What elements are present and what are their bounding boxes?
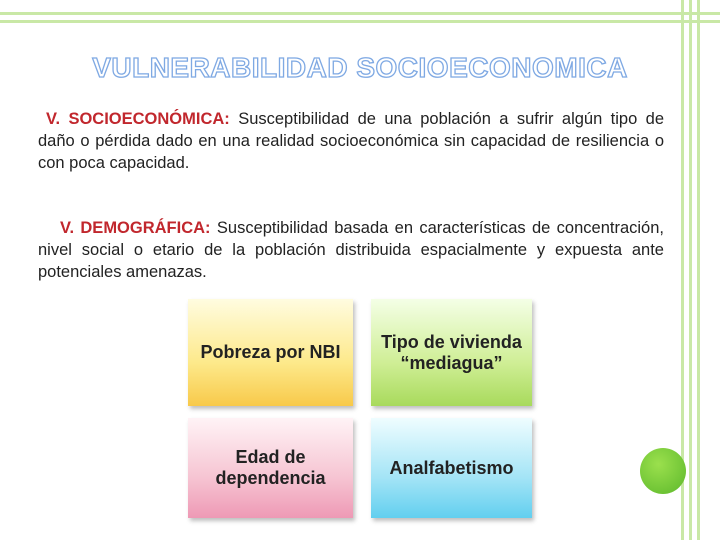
card-label: Tipo de vivienda “mediagua” (381, 331, 522, 373)
card-label: Analfabetismo (389, 457, 514, 478)
card-edad (188, 418, 353, 518)
term-label: V. DEMOGRÁFICA: (60, 219, 211, 237)
card-vivienda (371, 299, 532, 406)
frame-line (0, 12, 720, 15)
card-label: Edad de dependencia (215, 447, 326, 488)
card-analfabetismo (371, 418, 532, 518)
paragraph-text: Susceptibilidad de una población a sufrir algún tipo de daño o pérdida dado en una realidad socioeconómica sin capacidad de resiliencia o con poca capacidad. (38, 110, 664, 172)
green-circle-icon (640, 448, 686, 494)
card-label: Pobreza por NBI (200, 342, 341, 362)
frame-line (0, 20, 720, 23)
paragraph-demografica (38, 217, 664, 283)
slide-title: VULNERABILIDAD SOCIOECONOMICA (92, 52, 628, 83)
card-pobreza (188, 299, 353, 406)
paragraph-text: Susceptibilidad basada en características de concentración, nivel social o etario de la población distribuida espacialmente y expuesta ante potenciales amenazas. (38, 219, 664, 281)
paragraph-socioeconomica (38, 108, 664, 174)
term-label: V. SOCIOECONÓMICA: (46, 110, 230, 128)
